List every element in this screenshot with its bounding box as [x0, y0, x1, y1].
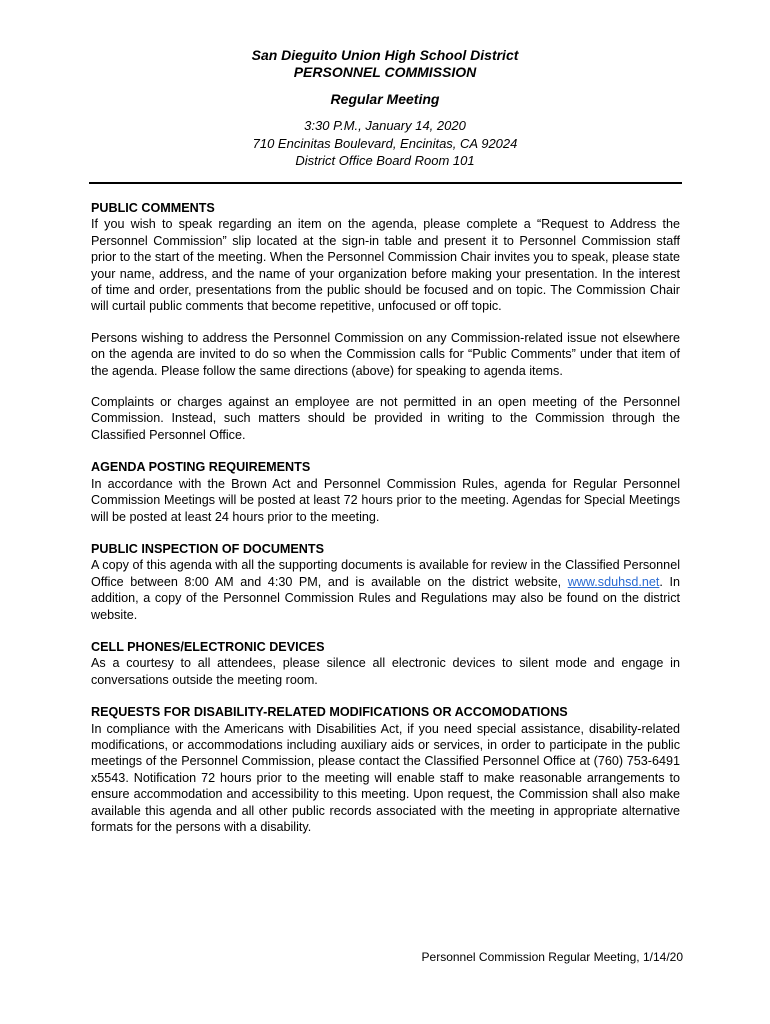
district-name: San Dieguito Union High School District	[251, 47, 519, 63]
meeting-address: 710 Encinitas Boulevard, Encinitas, CA 92024	[252, 135, 518, 151]
section-heading-public-inspection: PUBLIC INSPECTION OF DOCUMENTS	[91, 541, 324, 556]
document-body	[91, 200, 680, 835]
district-website-link[interactable]: www.sduhsd.net	[567, 574, 660, 589]
section-heading-public-comments: PUBLIC COMMENTS	[91, 201, 215, 215]
commission-title: PERSONNEL COMMISSION	[293, 64, 477, 80]
meeting-time-date: 3:30 P.M., January 14, 2020	[304, 118, 466, 133]
page-footer: Personnel Commission Regular Meeting, 1/14/20	[421, 950, 683, 964]
meeting-type: Regular Meeting	[330, 91, 440, 107]
cell-phones-paragraph: As a courtesy to all attendees, please silence all electronic devices to silent mode and engage in conversations outside the meeting room.	[91, 656, 680, 687]
section-heading-cell-phones: CELL PHONES/ELECTRONIC DEVICES	[91, 639, 325, 654]
section-heading-disability: REQUESTS FOR DISABILITY-RELATED MODIFICATIONS OR ACCOMODATIONS	[91, 705, 568, 720]
meeting-info	[0, 117, 770, 170]
section-heading-agenda-posting: AGENDA POSTING REQUIREMENTS	[91, 460, 311, 475]
public-inspection-text-before: A copy of this agenda with all the supporting documents is available for review in the Classified Personnel Office between 8:00 AM and 4:30 PM, and is available on the district website,	[91, 558, 680, 589]
public-comments-paragraph-2: Persons wishing to address the Personnel Commission on any Commission-related issue not elsewhere on the agenda are invited to do so when the Commission calls for “Public Comments” under that item of the agenda. Please follow the same directions (above) for speaking to agenda items.	[91, 330, 680, 378]
public-inspection-paragraph	[91, 557, 680, 623]
meeting-room: District Office Board Room 101	[295, 153, 475, 168]
disability-paragraph: In compliance with the Americans with Disabilities Act, if you need special assistance, disability-related modifications, or accommodations including auxiliary aids or services, in order to participate in the public meetings of the Personnel Commission, please contact the Classified Personnel Office at (760) 753-6491 x5543. Notification 72 hours prior to the meeting will enable staff to make reasonable arrangements to ensure accommodation and accessibility to this meeting. Upon request, the Commission shall also make available this agenda and all other public records associated with the meeting in appropriate alternative formats for the persons with a disability.	[91, 721, 680, 834]
public-comments-paragraph-1: If you wish to speak regarding an item on the agenda, please complete a “Request to Address the Personnel Commission” slip located at the sign-in table and present it to Personnel Commission staff prior to the start of the meeting. When the Personnel Commission Chair invites you to speak, please state your name, address, and the name of your organization before making your presentation. In the interest of time and order, presentations from the public should be focused and on topic. The Commission Chair will curtail public comments that become repetitive, unfocused or off topic.	[91, 217, 680, 314]
public-inspection-text-after: . In addition, a copy of the Personnel Commission Rules and Regulations may also be found on the district website.	[91, 574, 680, 622]
document-header	[0, 47, 770, 170]
public-comments-paragraph-3: Complaints or charges against an employee are not permitted in an open meeting of the Personnel Commission. Instead, such matters should be provided in writing to the Commission through the Classified Personnel Office.	[91, 395, 680, 442]
agenda-posting-paragraph: In accordance with the Brown Act and Personnel Commission Rules, agenda for Regular Personnel Commission Meetings will be posted at least 72 hours prior to the meeting. Agendas for Special Meetings will be posted at least 24 hours prior to the meeting.	[91, 476, 680, 524]
header-divider	[89, 182, 682, 184]
